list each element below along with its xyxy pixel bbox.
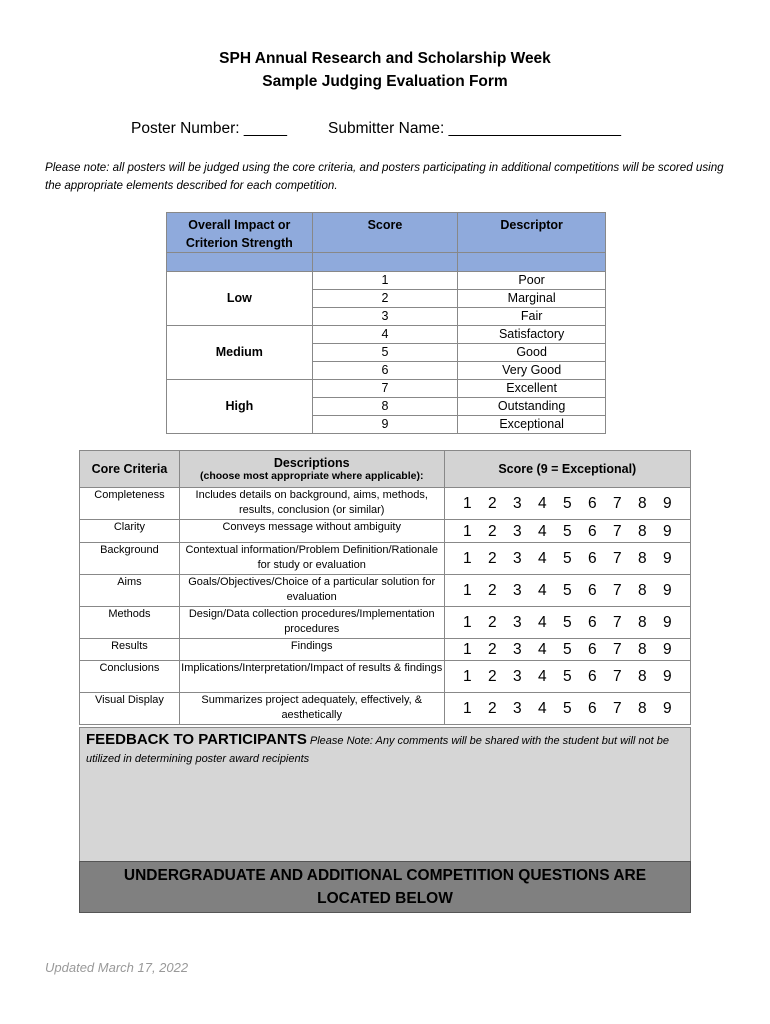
score-option[interactable]: 7: [612, 582, 622, 599]
score-option[interactable]: 1: [462, 668, 472, 685]
score-option[interactable]: 9: [662, 614, 672, 631]
scale-descriptor: Marginal: [458, 290, 606, 308]
score-option[interactable]: 8: [637, 495, 647, 512]
score-option[interactable]: 5: [562, 522, 572, 540]
score-options: [445, 551, 690, 566]
score-option[interactable]: 4: [537, 550, 547, 567]
score-option[interactable]: 8: [637, 700, 647, 717]
score-scale-table: [166, 212, 606, 434]
form-title: SPH Annual Research and Scholarship Week: [219, 50, 551, 67]
criterion-name: Clarity: [80, 520, 180, 543]
score-option[interactable]: 3: [512, 522, 522, 540]
score-options: [445, 701, 690, 716]
submitter-name-field[interactable]: Submitter Name: ____________________: [328, 120, 622, 137]
criteria-row: [80, 575, 691, 607]
score-option[interactable]: 7: [612, 550, 622, 567]
scale-header-level: Overall Impact or Criterion Strength: [167, 213, 313, 253]
form-subtitle: Sample Judging Evaluation Form: [262, 73, 508, 90]
criteria-row: [80, 693, 691, 725]
scale-row: [167, 326, 606, 344]
score-options: [445, 524, 690, 539]
score-option[interactable]: 5: [562, 550, 572, 567]
criterion-description: Conveys message without ambiguity: [179, 520, 444, 543]
core-criteria-table: [79, 450, 691, 725]
descriptions-header-sub: (choose most appropriate where applicable):: [199, 470, 424, 482]
criterion-description: Summarizes project adequately, effectively, & aesthetically: [179, 693, 444, 725]
criterion-description: Design/Data collection procedures/Implementation procedures: [179, 607, 444, 639]
score-options: [445, 496, 690, 511]
scale-descriptor: Satisfactory: [458, 326, 606, 344]
score-option[interactable]: 7: [612, 700, 622, 717]
score-option[interactable]: 7: [612, 668, 622, 685]
scale-descriptor: Excellent: [458, 380, 606, 398]
score-option[interactable]: 3: [512, 700, 522, 717]
criterion-description: Contextual information/Problem Definition/Rationale for study or evaluation: [179, 543, 444, 575]
criterion-name: Visual Display: [80, 693, 180, 725]
criterion-name: Methods: [80, 607, 180, 639]
score-option[interactable]: 9: [662, 495, 672, 512]
score-option[interactable]: 7: [612, 614, 622, 631]
updated-date: Updated March 17, 2022: [45, 960, 189, 975]
score-option[interactable]: 1: [462, 522, 472, 540]
criterion-score-options: [444, 607, 690, 639]
score-option[interactable]: 3: [512, 614, 522, 631]
score-options: [445, 615, 690, 630]
score-option[interactable]: 9: [662, 700, 672, 717]
score-option[interactable]: 7: [612, 522, 622, 540]
score-option[interactable]: 6: [587, 700, 597, 717]
criteria-row: [80, 543, 691, 575]
criterion-score-options: [444, 575, 690, 607]
score-option[interactable]: 5: [562, 668, 572, 685]
score-option[interactable]: 6: [587, 495, 597, 512]
scale-score: 6: [312, 362, 458, 380]
criterion-score-options: [444, 661, 690, 693]
scale-score: 4: [312, 326, 458, 344]
score-option[interactable]: 1: [462, 550, 472, 567]
feedback-title: FEEDBACK TO PARTICIPANTS: [86, 731, 307, 748]
score-options: [445, 642, 690, 657]
score-option[interactable]: 1: [462, 495, 472, 512]
score-option[interactable]: 5: [562, 700, 572, 717]
score-option[interactable]: 3: [512, 550, 522, 567]
score-option[interactable]: 5: [562, 641, 572, 658]
feedback-box[interactable]: [79, 727, 691, 863]
score-option[interactable]: 4: [537, 495, 547, 512]
scale-level-low: Low: [167, 272, 313, 326]
score-option[interactable]: 2: [487, 582, 497, 599]
scale-table-body: [167, 272, 606, 434]
judging-note: Please note: all posters will be judged using the core criteria, and posters participating in additional competitions will be scored using the appropriate elements described for each competition.: [45, 161, 724, 192]
score-option[interactable]: 8: [637, 582, 647, 599]
score-option[interactable]: 7: [612, 641, 622, 658]
criterion-score-options: [444, 693, 690, 725]
score-option[interactable]: 9: [662, 641, 672, 658]
score-option[interactable]: 9: [662, 522, 672, 540]
criterion-description: Findings: [179, 639, 444, 661]
poster-number-field[interactable]: Poster Number: _____: [131, 120, 287, 137]
criterion-score-options: [444, 543, 690, 575]
scale-descriptor: Outstanding: [458, 398, 606, 416]
descriptions-header: [179, 451, 444, 488]
score-option[interactable]: 6: [587, 614, 597, 631]
scale-score: 1: [312, 272, 458, 290]
criteria-row: [80, 520, 691, 543]
criterion-name: Conclusions: [80, 661, 180, 693]
score-option[interactable]: 4: [537, 582, 547, 599]
scale-row: [167, 380, 606, 398]
scale-level-high: High: [167, 380, 313, 434]
score-option[interactable]: 1: [462, 614, 472, 631]
criterion-description: Goals/Objectives/Choice of a particular solution for evaluation: [179, 575, 444, 607]
score-option[interactable]: 8: [637, 614, 647, 631]
scale-descriptor: Fair: [458, 308, 606, 326]
score-option[interactable]: 3: [512, 495, 522, 512]
criteria-row: [80, 607, 691, 639]
score-option[interactable]: 2: [487, 641, 497, 658]
score-option[interactable]: 1: [462, 641, 472, 658]
scale-descriptor: Poor: [458, 272, 606, 290]
score-option[interactable]: 7: [612, 495, 622, 512]
feedback-note: Please Note: Any comments will be shared with the student but will not be utilized in determining poster award recipients: [86, 735, 670, 765]
undergrad-banner-text: UNDERGRADUATE AND ADDITIONAL COMPETITION QUESTIONS ARE LOCATED BELOW: [123, 867, 647, 907]
scale-descriptor: Exceptional: [458, 416, 606, 434]
scale-score: 8: [312, 398, 458, 416]
score-option[interactable]: 4: [537, 641, 547, 658]
score-option[interactable]: 2: [487, 550, 497, 567]
criterion-description: Includes details on background, aims, methods, results, conclusion (or similar): [179, 488, 444, 520]
score-option[interactable]: 9: [662, 550, 672, 567]
undergrad-competition-banner: [79, 861, 691, 913]
score-header: Score (9 = Exceptional): [444, 451, 690, 488]
score-option[interactable]: 6: [587, 522, 597, 540]
criterion-name: Background: [80, 543, 180, 575]
score-option[interactable]: 6: [587, 550, 597, 567]
score-option[interactable]: 3: [512, 641, 522, 658]
descriptions-header-title: Descriptions: [273, 456, 350, 470]
score-option[interactable]: 9: [662, 582, 672, 599]
score-option[interactable]: 5: [562, 614, 572, 631]
score-option[interactable]: 8: [637, 668, 647, 685]
score-option[interactable]: 5: [562, 582, 572, 599]
criteria-row: [80, 488, 691, 520]
scale-descriptor: Good: [458, 344, 606, 362]
score-option[interactable]: 1: [462, 700, 472, 717]
scale-score: 3: [312, 308, 458, 326]
score-option[interactable]: 1: [462, 582, 472, 599]
scale-score: 5: [312, 344, 458, 362]
score-option[interactable]: 8: [637, 641, 647, 658]
scale-level-medium: Medium: [167, 326, 313, 380]
scale-descriptor: Very Good: [458, 362, 606, 380]
score-option[interactable]: 2: [487, 614, 497, 631]
score-option[interactable]: 6: [587, 641, 597, 658]
score-option[interactable]: 2: [487, 700, 497, 717]
score-option[interactable]: 4: [537, 522, 547, 540]
score-option[interactable]: 3: [512, 582, 522, 599]
score-option[interactable]: 2: [487, 522, 497, 540]
criterion-score-options: [444, 488, 690, 520]
scale-row: [167, 272, 606, 290]
score-option[interactable]: 8: [637, 522, 647, 540]
criteria-row: [80, 661, 691, 693]
criterion-name: Completeness: [80, 488, 180, 520]
scale-score: 9: [312, 416, 458, 434]
score-option[interactable]: 9: [662, 668, 672, 685]
feedback-header: [80, 728, 690, 771]
score-option[interactable]: 6: [587, 668, 597, 685]
criterion-name: Results: [80, 639, 180, 661]
criteria-table-body: [80, 488, 691, 725]
score-option[interactable]: 2: [487, 668, 497, 685]
score-option[interactable]: 2: [487, 495, 497, 512]
score-option[interactable]: 4: [537, 700, 547, 717]
criterion-score-options: [444, 520, 690, 543]
score-option[interactable]: 4: [537, 668, 547, 685]
criterion-score-options: [444, 639, 690, 661]
score-options: [445, 669, 690, 684]
scale-header-descriptor: Descriptor: [458, 213, 606, 253]
scale-score: 2: [312, 290, 458, 308]
score-option[interactable]: 8: [637, 550, 647, 567]
score-option[interactable]: 6: [587, 582, 597, 599]
score-options: [445, 583, 690, 598]
score-option[interactable]: 5: [562, 495, 572, 512]
criterion-name: Aims: [80, 575, 180, 607]
criterion-description: Implications/Interpretation/Impact of results & findings: [179, 661, 444, 693]
criteria-row: [80, 639, 691, 661]
criteria-header: Core Criteria: [80, 451, 180, 488]
score-option[interactable]: 4: [537, 614, 547, 631]
scale-score: 7: [312, 380, 458, 398]
score-option[interactable]: 3: [512, 668, 522, 685]
scale-header-score: Score: [312, 213, 458, 253]
